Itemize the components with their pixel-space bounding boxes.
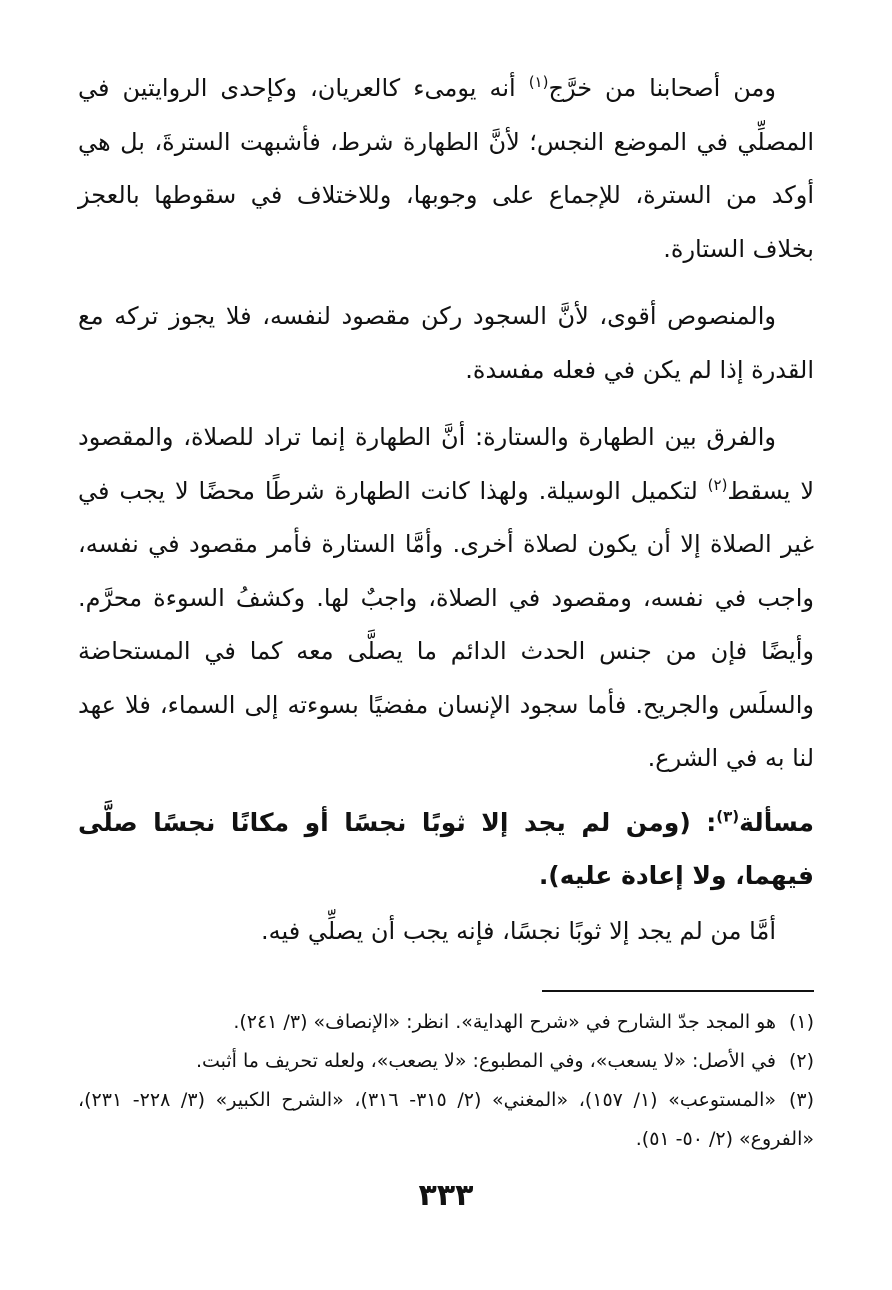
footnote-1 — [78, 1003, 814, 1042]
paragraph-4: أمَّا من لم يجد إلا ثوبًا نجسًا، فإنه يجب أن يصلِّي فيه. — [260, 916, 776, 945]
footnote-text: في الأصل: «لا يسعب»، وفي المطبوع: «لا يصعب»، ولعله تحريف ما أثبت. — [195, 1050, 776, 1072]
page-body — [78, 62, 814, 958]
paragraph-1-text-rest: أنه يومىء كالعريان، وكإحدى الروايتين في المصلِّي في الموضع النجس؛ لأنَّ الطهارة شرط، فأشبهت السترةَ، بل هي أوكد من السترة، للإجماع على وجوبها، وللاختلاف في سقوطها بالعجز بخلاف الستارة. — [78, 74, 814, 263]
paragraph-2: والمنصوص أقوى، لأنَّ السجود ركن مقصود لنفسه، فلا يجوز تركه مع القدرة إذا لم يكن في فعله مفسدة. — [78, 302, 814, 384]
paragraph-1-text: ومن أصحابنا من خرَّج — [548, 74, 776, 102]
footnote-3 — [78, 1081, 814, 1159]
issue-heading — [78, 796, 814, 903]
paragraph-3-text: والفرق بين الطهارة والستارة: أنَّ الطهارة إنما تراد للصلاة، والمقصود لا يسقط — [78, 423, 815, 505]
footnote-2 — [78, 1042, 814, 1081]
footnote-ref-3[interactable]: (٣) — [716, 807, 740, 826]
footnote-text: «المستوعب» (١/ ١٥٧)، «المغني» (٢/ ٣١٥- ٣١٦)، «الشرح الكبير» (٣/ ٢٢٨- ٢٣١)، «الفروع» (٢/ ٥٠- ٥١). — [78, 1089, 814, 1150]
footnote-ref-2[interactable]: (٢) — [707, 475, 728, 494]
footnotes — [78, 1003, 814, 1159]
paragraph-3-text-rest: لتكميل الوسيلة. ولهذا كانت الطهارة شرطًا محضًا لا يجب في غير الصلاة إلا أن يكون لصلاة أخرى. وأمَّا الستارة فأمر مقصود في نفسه، واجب في نفسه، ومقصود في الصلاة، واجبٌ لها. وكشفُ السوءة محرَّم. وأيضًا فإن من جنس الحدث الدائم ما يصلَّى معه كما في المستحاضة والسلَس والجريح. فأما سجود الإنسان مفضيًا بسوءته إلى السماء، فلا عهد لنا به في الشرع. — [78, 476, 814, 772]
page-number: ٣٣٣ — [418, 1178, 474, 1213]
paragraph-3 — [78, 411, 814, 786]
paragraph-1 — [78, 62, 814, 276]
footnote-number: (٣) — [788, 1089, 814, 1111]
footnote-text: هو المجد جدّ الشارح في «شرح الهداية». انظر: «الإنصاف» (٣/ ٢٤١). — [233, 1011, 776, 1033]
footnote-separator — [542, 990, 814, 992]
footnote-number: (١) — [788, 1011, 814, 1033]
footnote-number: (٢) — [788, 1050, 814, 1072]
footnote-ref-1[interactable]: (١) — [528, 73, 549, 91]
issue-label: مسألة — [739, 807, 814, 837]
issue-text: : (ومن لم يجد إلا ثوبًا نجسًا أو مكانًا نجسًا صلَّى فيهما، ولا إعادة عليه). — [78, 807, 814, 890]
